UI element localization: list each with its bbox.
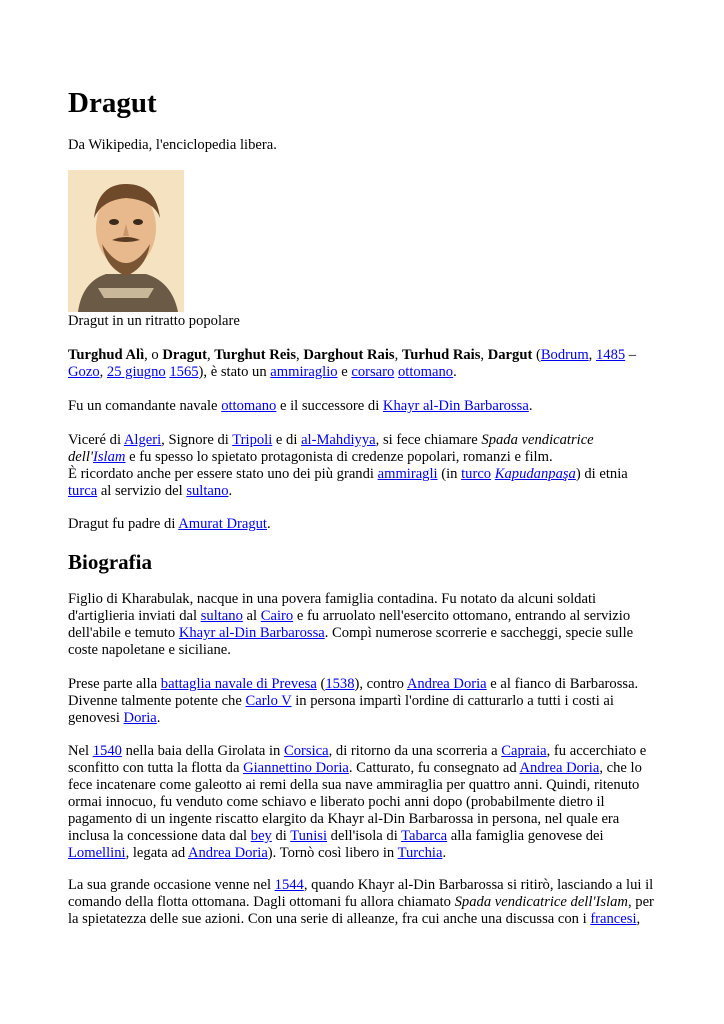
bio-paragraph-2: Prese parte alla battaglia navale di Prevesa (1538), contro Andrea Doria e al fianco di Barbarossa. Divenne talmente potente che Carlo V in persona impartì l'ordine di catturarlo a tutti i costi ai genovesi Doria. — [68, 676, 639, 726]
link-cairo[interactable]: Cairo — [260, 608, 294, 624]
link-tripoli[interactable]: Tripoli — [232, 432, 273, 448]
link-ottomano-2[interactable]: ottomano — [221, 398, 277, 414]
link-francesi[interactable]: francesi — [590, 911, 637, 927]
text: ) di etnia — [575, 466, 628, 482]
text: ( — [316, 676, 326, 692]
text: . Catturato, fu consegnato ad — [348, 760, 520, 776]
link-turco[interactable]: turco — [461, 466, 492, 482]
link-turchia[interactable]: Turchia — [397, 845, 443, 861]
text: Viceré di — [68, 432, 124, 448]
text: dell'isola di — [327, 828, 402, 844]
bio-paragraph-4: La sua grande occasione venne nel 1544, quando Khayr al-Din Barbarossa si ritirò, lasciando a lui il comando della flotta ottomana. Dagli ottomani fu allora chiamato Spada vendicatrice dell'Islam, per la spietatezza delle sue azioni. Con una serie di alleanze, fra cui anche una discussa con i francesi, — [68, 877, 654, 927]
link-1565[interactable]: 1565 — [169, 364, 199, 380]
text: e al fianco di Barbarossa. — [486, 676, 639, 692]
text: e fu spesso lo spietato protagonista di credenze popolari, romanzi e film. — [125, 449, 553, 465]
text: , — [480, 347, 488, 363]
link-ottomano[interactable]: ottomano — [397, 364, 454, 380]
text: la spietatezza delle sue azioni. Con una serie di alleanze, fra cui anche una discussa con i — [68, 911, 591, 927]
link-kapudanpasa[interactable]: Kapudanpaşa — [494, 466, 576, 482]
text: . Compì numerose scorrerie e saccheggi, specie sulle — [324, 625, 634, 641]
link-1485[interactable]: 1485 — [595, 347, 626, 363]
name-2: Dragut — [162, 347, 207, 363]
name-1: Turghud Alì — [68, 347, 145, 363]
name-5: Turhud Rais — [401, 347, 481, 363]
name-3: Turghut Reis — [214, 347, 297, 363]
link-bodrum[interactable]: Bodrum — [540, 347, 589, 363]
text: inclusa la concessione data dal — [68, 828, 251, 844]
text: genovesi — [68, 710, 124, 726]
link-lomellini[interactable]: Lomellini — [68, 845, 126, 861]
bio-paragraph-3: Nel 1540 nella baia della Girolata in Corsica, di ritorno da una scorreria a Capraia, fu accerchiato e sconfitto con tutta la flotta da Giannettino Doria. Catturato, fu consegnato ad Andrea Doria, che lo fece incatenare come galeotto ai remi della sua nave ammiraglia per quattro anni. Quindi, ritenuto ormai innocuo, fu venduto come schiavo e liberato pochi anni dopo (probabilmente dietro il pagamento di un ingente riscatto elargito da Khayr al-Din Barbarossa in persona, nel quale era inclusa la concessione data dal bey di Tunisi dell'isola di Tabarca alla famiglia genovese dei Lomellini, legata ad Andrea Doria). Tornò così libero in Turchia. — [68, 743, 647, 861]
text: ), è stato un — [198, 364, 271, 380]
italic-text: Spada vendicatrice — [481, 432, 594, 448]
link-1540[interactable]: 1540 — [92, 743, 122, 759]
text: nella baia della Girolata in — [121, 743, 285, 759]
text: , legata ad — [125, 845, 188, 861]
text: , — [206, 347, 215, 363]
text: Nel — [68, 743, 93, 759]
page-title: Dragut — [68, 87, 157, 119]
text: d'artiglieria inviati dal — [68, 608, 201, 624]
text: , di ritorno da una scorreria a — [328, 743, 502, 759]
paragraph-4: Dragut fu padre di Amurat Dragut. — [68, 516, 271, 532]
link-al-mahdiyya[interactable]: al-Mahdiyya — [301, 432, 376, 448]
link-doria[interactable]: Doria — [123, 710, 157, 726]
text: ormai innocuo, fu venduto come schiavo e liberato pochi anni dopo (probabilmente dietro il — [68, 794, 605, 810]
text: e di — [272, 432, 302, 448]
text: in persona impartì l'ordine di catturarlo a tutti i costi ai — [291, 693, 614, 709]
text: Figlio di Kharabulak, nacque in una povera famiglia contadina. Fu notato da alcuni soldati — [68, 591, 597, 607]
link-amurat-dragut[interactable]: Amurat Dragut — [178, 516, 267, 532]
text: , si fece chiamare — [375, 432, 482, 448]
name-4: Darghout Rais — [303, 347, 395, 363]
text: coste napoletane e siciliane. — [68, 642, 231, 658]
text: (in — [437, 466, 462, 482]
text: di — [271, 828, 291, 844]
link-turca[interactable]: turca — [68, 483, 98, 499]
text: Dragut fu padre di — [68, 516, 179, 532]
text: al — [242, 608, 261, 624]
text: Fu un comandante navale — [68, 398, 222, 414]
text: , fu accerchiato e — [546, 743, 647, 759]
link-tunisi[interactable]: Tunisi — [290, 828, 328, 844]
text: Divenne talmente potente che — [68, 693, 246, 709]
paragraph-2: Fu un comandante navale ottomano e il successore di Khayr al-Din Barbarossa. — [68, 398, 533, 414]
link-sultano[interactable]: sultano — [186, 483, 229, 499]
text: ), contro — [354, 676, 407, 692]
text: e il successore di — [276, 398, 383, 414]
link-25-giugno[interactable]: 25 giugno — [106, 364, 166, 380]
link-andrea-doria-3[interactable]: Andrea Doria — [187, 845, 268, 861]
link-ammiraglio[interactable]: ammiraglio — [270, 364, 338, 380]
link-corsaro[interactable]: corsaro — [351, 364, 395, 380]
link-algeri[interactable]: Algeri — [123, 432, 162, 448]
text: ). Tornò così libero in — [267, 845, 398, 861]
paragraph-3: Viceré di Algeri, Signore di Tripoli e di al-Mahdiyya, si fece chiamare Spada vendicatrice dell'Islam e fu spesso lo spietato protagonista di credenze popolari, romanzi e film. È ricordato anche per essere stato uno dei più grandi ammiragli (in turco Kapudanpaşa) di etnia turca al servizio del sultano. — [68, 432, 628, 499]
text: , — [296, 347, 304, 363]
link-capraia[interactable]: Capraia — [501, 743, 547, 759]
link-prevesa[interactable]: battaglia navale di Prevesa — [160, 676, 317, 692]
text: sconfitto con tutta la flotta da — [68, 760, 244, 776]
text: , quando Khayr al-Din Barbarossa si ritirò, lasciando a lui il — [303, 877, 654, 893]
text: , o — [144, 347, 163, 363]
text: , che lo — [599, 760, 642, 776]
text: fece incatenare come galeotto ai remi della sua nave ammiraglia per quattro anni. Quindi, ritenuto — [68, 777, 640, 793]
link-1544[interactable]: 1544 — [274, 877, 304, 893]
name-6: Dargut — [487, 347, 533, 363]
section-heading-biografia: Biografia — [68, 550, 152, 574]
bio-paragraph-1 — [68, 591, 658, 659]
link-andrea-doria[interactable]: Andrea Doria — [406, 676, 487, 692]
text: pagamento di un ingente riscatto elargito da Khayr al-Din Barbarossa in persona, nel quale era — [68, 811, 620, 827]
text: , Signore di — [161, 432, 233, 448]
link-gozo[interactable]: Gozo — [68, 364, 100, 380]
text: , — [394, 347, 402, 363]
link-bey[interactable]: bey — [250, 828, 272, 844]
portrait-image — [68, 170, 184, 312]
text: e fu arruolato nell'esercito ottomano, entrando al servizio — [293, 608, 631, 624]
link-khayr-al-din[interactable]: Khayr al-Din Barbarossa — [382, 398, 529, 414]
link-islam[interactable]: Islam — [93, 449, 126, 465]
link-1538[interactable]: 1538 — [325, 676, 355, 692]
link-giannettino-doria[interactable]: Giannettino Doria — [243, 760, 349, 776]
link-carlo-v[interactable]: Carlo V — [245, 693, 292, 709]
italic-text: dell' — [68, 449, 94, 465]
page-subtitle: Da Wikipedia, l'enciclopedia libera. — [68, 137, 277, 153]
image-caption: Dragut in un ritratto popolare — [68, 313, 240, 329]
text: al servizio del — [97, 483, 187, 499]
link-tabarca[interactable]: Tabarca — [401, 828, 448, 844]
text: Prese parte alla — [68, 676, 161, 692]
text: e — [337, 364, 352, 380]
text: comando della flotta ottomana. Dagli ottomani fu allora chiamato — [68, 894, 455, 910]
text: dell'abile e temuto — [68, 625, 179, 641]
intro-paragraph: Turghud Alì, o Dragut, Turghut Reis, Darghout Rais, Turhud Rais, Dargut (Bodrum, 1485 – Gozo, 25 giugno 1565), è stato un ammiraglio e corsaro ottomano. — [68, 347, 637, 380]
text: alla famiglia genovese dei — [447, 828, 604, 844]
link-ammiragli[interactable]: ammiragli — [377, 466, 438, 482]
link-sultano-2[interactable]: sultano — [200, 608, 243, 624]
text: È ricordato anche per essere stato uno dei più grandi — [68, 466, 378, 482]
link-khayr-al-din-2[interactable]: Khayr al-Din Barbarossa — [178, 625, 325, 641]
text: La sua grande occasione venne nel — [68, 877, 275, 893]
link-corsica[interactable]: Corsica — [284, 743, 329, 759]
text: , per — [627, 894, 654, 910]
italic-text: Spada vendicatrice dell'Islam — [454, 894, 628, 910]
link-andrea-doria-2[interactable]: Andrea Doria — [519, 760, 600, 776]
